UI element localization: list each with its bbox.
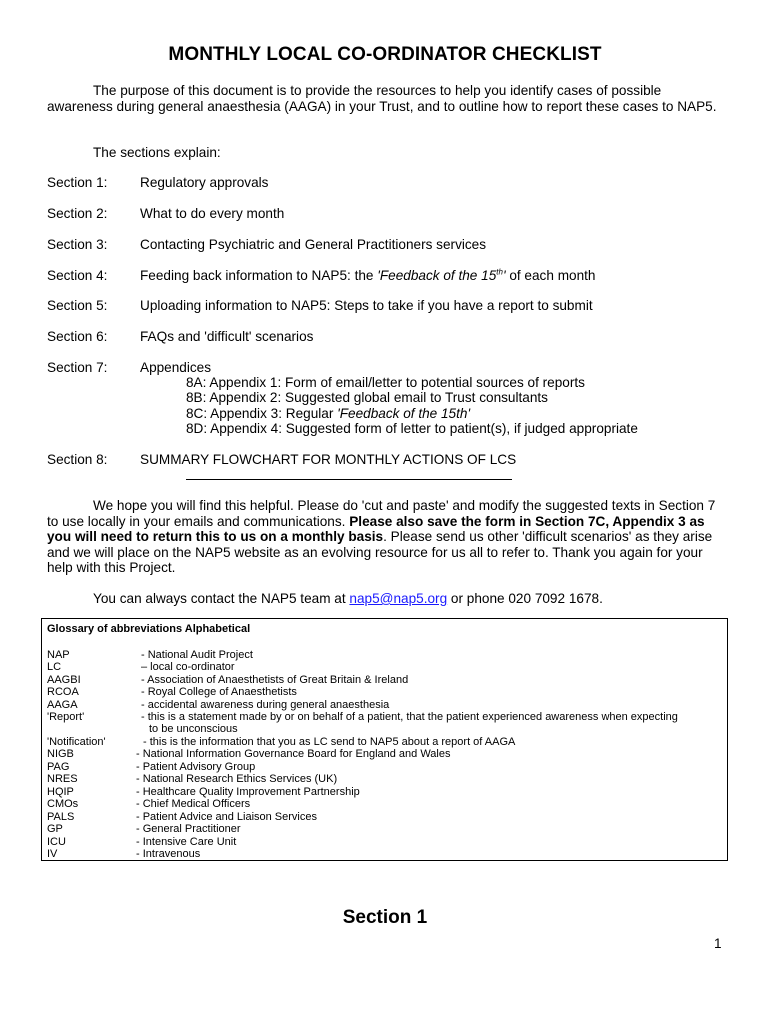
glossary-box <box>41 618 728 861</box>
glossary-term: 'Notification' <box>47 736 106 748</box>
contact-text-after: or phone 020 7092 1678. <box>447 591 603 606</box>
glossary-term: PAG <box>47 761 70 773</box>
glossary-definition: - National Information Governance Board for England and Wales <box>136 748 451 760</box>
section-number: Section 6: <box>47 329 108 344</box>
page-number: 1 <box>714 936 722 951</box>
glossary-term: LC <box>47 661 62 673</box>
section-text-italic: 'Feedback of the 15 <box>377 268 497 283</box>
section-text: What to do every month <box>140 206 285 221</box>
sections-intro: The sections explain: <box>93 145 221 160</box>
appendix-text-italic: 'Feedback of the 15th' <box>337 406 471 421</box>
section-number: Section 3: <box>47 237 108 252</box>
section-number: Section 7: <box>47 360 108 375</box>
glossary-term: CMOs <box>47 798 79 810</box>
section-text-sup: th <box>496 267 503 277</box>
contact-text-before: You can always contact the NAP5 team at <box>93 591 350 606</box>
glossary-definition: - Healthcare Quality Improvement Partnership <box>136 786 360 798</box>
section-number: Section 4: <box>47 268 108 283</box>
glossary-term: AAGBI <box>47 674 81 686</box>
glossary-definition: - Royal College of Anaesthetists <box>141 686 297 698</box>
glossary-term: NAP <box>47 649 70 661</box>
glossary-term: RCOA <box>47 686 79 698</box>
glossary-definition: - Chief Medical Officers <box>136 798 251 810</box>
closing-text-2: . Please send us other 'difficult scenarios' as they arise and we will place on the NAP5 website as an evolving resource for us all to refer to. Thank you again for your help with this Project. <box>47 529 713 575</box>
glossary-term: PALS <box>47 811 75 823</box>
section-heading: Section 1 <box>342 907 428 928</box>
section-number: Section 5: <box>47 298 108 313</box>
section-number: Section 1: <box>47 175 108 190</box>
section-text-after: of each month <box>505 268 596 283</box>
glossary-definition: - this is the information that you as LC send to NAP5 about a report of AAGA <box>143 736 516 748</box>
glossary-definition: - Association of Anaesthetists of Great Britain & Ireland <box>141 674 409 686</box>
glossary-term: GP <box>47 823 63 835</box>
appendix-text-before: 8C: Appendix 3: Regular <box>186 406 338 421</box>
section-text: Regulatory approvals <box>140 175 269 190</box>
glossary-term: AAGA <box>47 699 78 711</box>
appendix-item: 8A: Appendix 1: Form of email/letter to potential sources of reports <box>186 375 585 390</box>
glossary-definition-continued: to be unconscious <box>149 723 238 735</box>
section-text-before: Feeding back information to NAP5: the <box>140 268 378 283</box>
appendix-item <box>186 406 470 422</box>
section-number: Section 8: <box>47 452 108 467</box>
glossary-definition: - National Audit Project <box>141 649 253 661</box>
closing-text-1: We hope you will find this helpful. Please do 'cut and paste' and modify the suggested texts in Section 7 to use locally in your emails and communications. <box>47 498 716 529</box>
glossary-definition: - General Practitioner <box>136 823 241 835</box>
intro-paragraph: The purpose of this document is to provide the resources to help you identify cases of possible awareness during general anaesthesia (AAGA) in your Trust, and to outline how to report these cases to NAP5. <box>47 83 717 114</box>
horizontal-rule <box>186 479 512 480</box>
section-text: FAQs and 'difficult' scenarios <box>140 329 314 344</box>
section-text: Contacting Psychiatric and General Practitioners services <box>140 237 487 252</box>
glossary-definition: - National Research Ethics Services (UK) <box>136 773 338 785</box>
section-text: Uploading information to NAP5: Steps to take if you have a report to submit <box>140 298 593 313</box>
glossary-term: NRES <box>47 773 78 785</box>
section-text-italic-end: ' <box>502 268 506 283</box>
glossary-definition: - Intensive Care Unit <box>136 836 237 848</box>
glossary-term: IV <box>47 848 58 860</box>
glossary-definition: - Intravenous <box>136 848 201 860</box>
section-text: Appendices <box>140 360 212 375</box>
glossary-definition: - Patient Advice and Liaison Services <box>136 811 317 823</box>
appendix-item: 8B: Appendix 2: Suggested global email to Trust consultants <box>186 390 548 405</box>
glossary-definition: - Patient Advisory Group <box>136 761 256 773</box>
glossary-definition: – local co-ordinator <box>141 661 235 673</box>
document-title: MONTHLY LOCAL CO-ORDINATOR CHECKLIST <box>168 44 602 65</box>
glossary-term: HQIP <box>47 786 74 798</box>
glossary-definition: - accidental awareness during general anaesthesia <box>141 699 390 711</box>
glossary-term: NIGB <box>47 748 74 760</box>
glossary-term: ICU <box>47 836 66 848</box>
closing-bold-text: Please also save the form in Section 7C, Appendix 3 as you will need to return this to us on a monthly basis <box>47 513 705 544</box>
contact-paragraph <box>47 591 723 607</box>
section-text <box>140 268 595 284</box>
closing-paragraph <box>47 498 723 576</box>
glossary-heading: Glossary of abbreviations Alphabetical <box>47 623 251 635</box>
section-text: SUMMARY FLOWCHART FOR MONTHLY ACTIONS OF LCS <box>140 452 517 467</box>
appendix-item: 8D: Appendix 4: Suggested form of letter to patient(s), if judged appropriate <box>186 421 638 436</box>
glossary-definition: - this is a statement made by or on behalf of a patient, that the patient experienced awareness when expecting <box>141 711 678 723</box>
glossary-term: 'Report' <box>47 711 85 723</box>
contact-email-link[interactable]: nap5@nap5.org <box>349 591 448 606</box>
section-number: Section 2: <box>47 206 108 221</box>
